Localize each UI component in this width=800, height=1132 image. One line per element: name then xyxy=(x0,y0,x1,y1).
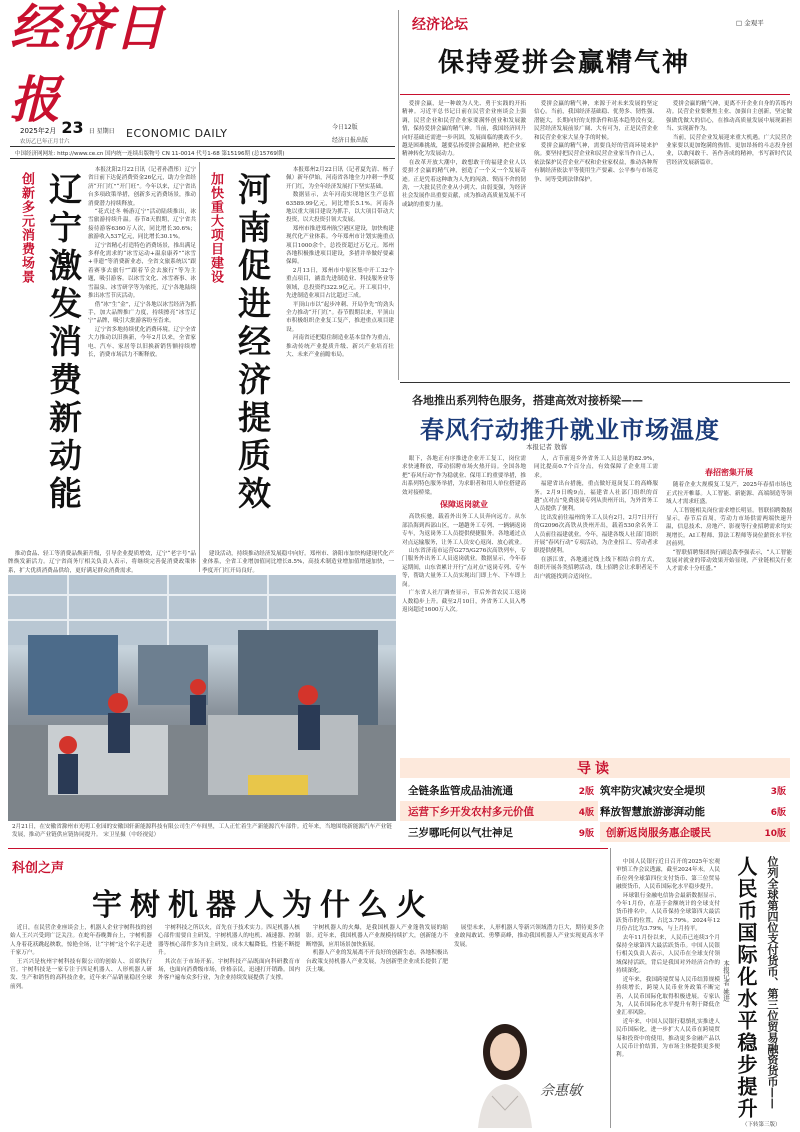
henan-divider xyxy=(199,162,200,572)
author-portrait-icon xyxy=(470,1000,540,1128)
rmb-headline: 人民币国际化水平稳步提升 xyxy=(734,856,758,1120)
tech-col-1 xyxy=(10,924,152,1128)
henan-para-6: 河南省还把稳住制造业基本盘作为重点，推动传统产业提质升级、新兴产业培育壮大、未来产业前瞻布局。 xyxy=(286,335,394,358)
employment-col-3 xyxy=(666,455,792,755)
rmb-para-5: 近年来，中国人民银行稳慎扎实推进人民币国际化，进一步扩大人民币在跨境贸易和投资中的使用，推动更多金融产品以人民币计价结算，为市场主体提供更多便利。 xyxy=(616,1018,720,1059)
liaoning-para-5: 辽宁省多地持续优化消费环境。辽宁全省大力推动以旧换新，今年2月以来，全省家电、汽车、家居等以旧换新销售额持续增长，消费市场活力不断释放。 xyxy=(88,326,196,358)
guide-item-3[interactable] xyxy=(400,801,598,821)
guide-item-3-title: 运营下乡开发农村多元价值 xyxy=(408,805,534,818)
employment-para-4: 广东省人社厅调查显示，节后外省农民工返岗人数稳步上升。截至2月10日，外省务工人员入粤返岗超过1600万人次。 xyxy=(402,590,526,613)
forum-para-1: 爱拼会赢，是一种敢为人先、勇于实践的开拓精神。习近平总书记日前在民营企业座谈会上强调，民营企业和民营企业家要满怀创业和发展激情，保持爱拼会赢的精气神。当前，我国经济回升向好基础还需进一步巩固，发展面临的挑战不少。越是困难挑战，越要弘扬爱拼会赢精神，把企业家精神转化为发展动力。 xyxy=(402,101,526,158)
masthead-info-line xyxy=(15,149,395,157)
tech-para-2: 王兴兴是杭州宇树科技有限公司的创始人、首席执行官。宇树科技是一家专注于四足机器人、人形机器人研发、生产和销售的高科技企业，近年来产品销量稳居全球前列。 xyxy=(10,958,152,990)
masthead-serial: 国内统一连续出版物号 CN 11-0014 代号1-68 第15196期 (总15769期) xyxy=(105,151,285,157)
masthead-edition: 经济日报出版 xyxy=(332,137,369,144)
henan-para-1: 本报郑州2月22日讯（记者夏先清、杨子佩）新年伊始，河南省各地全力冲刺一季度开门红，为全年经济发展打下坚实基础。 xyxy=(286,167,394,190)
liaoning-para-3: 辽宁省精心打造特色消费场景，推出满足多样化需求的“冰雪运动+温泉康养”“冰雪+非遗”等消费新业态，全省文旅系统以“跟着赛事去旅行”“跟着节会去旅行”等为主题，吸引游客。以冰雪文化、冰雪赛事、冰雪温泉、冰雪研学等为依托，辽宁各地陆续推出冰雪节庆活动。 xyxy=(88,242,196,300)
forum-para-3: 爱拼会赢的精气神，来源于对未来发展的坚定信心。当前，我国经济基础稳、优势多、韧性强、潜能大，长期向好的支撑条件和基本趋势没有变。民营经济发展前景广阔、大有可为，正是民营企业和民营企业家大显身手的时候。 xyxy=(534,101,658,141)
henan-body xyxy=(286,166,394,546)
factory-photo-illustration xyxy=(8,575,396,821)
tech-para-5: 宇树机器人的火爆，是我国机器人产业蓬勃发展的缩影。近年来，我国机器人产业规模持续扩大，创新能力不断增强，应用场景加快拓展。 xyxy=(306,925,448,948)
henan-para-3: 郑州市推进郑州航空港区建设，加快构建现代化产业体系。今年郑州市计划实施重点项目1000余个，总投资超过万亿元。郑州各地积极推进项目建设，多措并举做好要素保障。 xyxy=(286,225,394,266)
liaoning-headline: 辽宁激发消费新动能 xyxy=(44,172,83,514)
employment-top-rule xyxy=(400,382,790,383)
henan-para-2: 数据显示，去年河南实现地区生产总值63589.99亿元，同比增长5.1%。河南各地以重大项目建设为抓手，以大项目带动大投资，以大投资引领大发展。 xyxy=(286,192,394,224)
employment-para-5: 人，占节前返乡外省务工人员总量的82.9%，同比提高0.7个百分点，有效保障了企业用工需求。 xyxy=(534,456,658,479)
rmb-body xyxy=(616,858,720,1118)
tech-headline: 宇树机器人为什么火 xyxy=(92,888,434,923)
employment-para-7: 比出发前往福州的务工人员有2月，2月7日开行的G2096次高铁从贵州开出，载着530余名务工人员前往福建就业。今年，福建各级人社部门组织开展“春风行动”专项活动，为企业招工、劳动者求职提供便利。 xyxy=(534,514,658,555)
henan-para-4: 2月13日，郑州市中原区集中开工32个重点项目，涵盖先进制造业、科技服务业等领域，总投资约322.9亿元。开工项目中，先进制造业项目占比超过三成。 xyxy=(286,267,394,300)
forum-para-6: 当前，民营企业发展迎来重大机遇。广大民营企业家要以更加饱满的热情、更加昂扬的斗志投身创业，以敢闯敢干、善作善成的精神，书写新时代民营经济发展新篇章。 xyxy=(666,134,792,166)
guide-header xyxy=(400,758,790,778)
employment-para-9: 随着企业大规模复工复产，2025年春招市场也正式拉开帷幕。人工智能、新能源、高端制造等领域人才需求旺盛。 xyxy=(666,482,792,506)
tech-author-portrait xyxy=(470,1000,540,1128)
forum-author: □ 金观平 xyxy=(736,19,764,27)
masthead-rule xyxy=(10,146,395,147)
masthead-date-block xyxy=(20,118,140,146)
employment-col-2 xyxy=(534,455,658,755)
liaoning-para-1: 本报沈阳2月22日讯（记者孙潜彤）辽宁省日前下达促消费资金26亿元，助力全省经济“开门红”“开门旺”。今年以来，辽宁省出台多项政策举措，创新多元消费场景，推动消费潜力持续释放。 xyxy=(88,167,196,207)
masthead-date-day: 23 xyxy=(61,118,84,137)
guide-item-3-page: 4版 xyxy=(578,807,594,818)
employment-para-2: 高铁疾驰，载着外出务工人员奔向远方。从东部沿海到西部山区，一趟趟务工专列、一辆辆返岗专车，为返岗务工人员提供便捷服务。各地通过点对点运输服务，让务工人员安心返岗、放心就业。 xyxy=(402,514,526,546)
masthead-pages: 今日12版 xyxy=(332,124,358,131)
tech-author-signature: 佘惠敏 xyxy=(540,1083,582,1099)
employment-para-6: 福建省出台措施，重点做好返岗复工的高峰服务。2月9日晚9点，福建省人社部门组织的首趟“点对点”免费返岗专列从贵州开出，为外省务工人员提供了便利。 xyxy=(534,481,658,513)
forum-headline: 保持爱拼会赢精气神 xyxy=(438,48,691,78)
tech-col-3 xyxy=(306,924,448,1128)
guide-item-5-page: 9版 xyxy=(578,828,594,839)
factory-photo xyxy=(8,575,396,821)
guide-item-2-title: 筑牢防灾减灾安全堤坝 xyxy=(600,784,705,797)
rmb-kicker: 位列全球第四位支付货币、第三位贸易融资货币—— xyxy=(766,856,779,1109)
employment-kicker: 各地推出系列特色服务，搭建高效对接桥梁—— xyxy=(412,394,643,407)
liaoning-body-bottom xyxy=(8,550,196,574)
employment-para-8: 在浙江省，各地通过线上线下相结合的方式，组织开展各类招聘活动，线上招聘会让求职者足不出户就能找到合适岗位。 xyxy=(534,556,658,580)
photo-caption xyxy=(12,823,394,839)
guide-item-1-title: 全链条监管成品油流通 xyxy=(408,784,513,797)
masthead-website[interactable]: 中国经济网网址: http://www.ce.cn xyxy=(15,151,104,157)
rmb-para-1: 中国人民银行近日召开的2025年宏观审慎工作会议透露，截至2024年末，人民币位列全球第四位支付货币、第三位贸易融资货币，人民币国际化水平稳步提升。 xyxy=(616,859,720,891)
guide-label: 导读 xyxy=(577,761,613,777)
rmb-para-4: 近年来，我国跨境贸易人民币结算规模持续增长，跨境人民币业务政策不断完善，人民币国际化取得积极进展。专家认为，人民币国际化水平提升有利于降低企业汇率风险。 xyxy=(616,976,720,1017)
henan-para-7: 建设活动，持续推动经济发展稳中向好。郑州市、洛阳市加快构建现代化产业体系，全省工业增加值同比增长8.5%，高技术制造业增加值增速加快，一季度开门红开局良好。 xyxy=(202,551,394,574)
tech-para-4: 其次在于市场开拓。宇树科技产品既面向科研教育市场，也面向消费级市场，价格亲民，迅速打开销路。国内外客户遍布众多行业，为企业持续发展提供了支撑。 xyxy=(158,958,300,982)
forum-para-4: 爱拼会赢的精气神，需要良好的营商环境来护航。要坚持把民营企业和民营企业家当作自己人，依法保护民营企业产权和企业家权益，推动各种所有制经济依法平等使用生产要素、公平参与市场竞争、同等受到法律保护。 xyxy=(534,143,658,183)
tech-para-6: 机器人产业的发展离不开良好的创新生态。各地积极出台政策支持机器人产业发展，为创新型企业成长提供了肥沃土壤。 xyxy=(306,950,448,974)
guide-item-6[interactable] xyxy=(600,822,790,842)
tech-para-7: 展望未来，人形机器人等新兴领域潜力巨大，期待更多企业敢闯敢试、勇攀高峰，推动我国机器人产业实现更高水平发展。 xyxy=(454,925,604,948)
guide-item-1[interactable] xyxy=(408,780,598,800)
henan-para-5: 平顶山市以“起步冲刺、开局争先”的劲头全力推动“开门红”。春节假期以来，平顶山市积极组织企业复工复产，推进重点项目建设。 xyxy=(286,301,394,333)
forum-para-2: 在改革开放大潮中，敢想敢干的福建企业人以爱拼才会赢的精气神，创造了一个又一个发展奇迹。正是凭着这种敢为人先的闯劲、锲而不舍的韧劲，一大批民营企业从小到大、由弱变强，为经济社会发展作出重要贡献，成为推动高质量发展不可或缺的重要力量。 xyxy=(402,159,526,208)
masthead-date-suffix: 日 星期日 xyxy=(88,128,115,135)
masthead-english: ECONOMIC DAILY xyxy=(126,127,228,140)
liaoning-para-6: 推动食品、轻工等消费品焕新升级，引导企业提质增效，辽宁“老字号”品牌焕发新活力。辽宁省商务厅相关负责人表示，将继续完善促消费政策体系，扩大优质消费品供给，更好满足群众消费需求。 xyxy=(8,551,196,574)
masthead-title: 经济日报 xyxy=(10,0,166,129)
rmb-byline: 本报记者 姚进 xyxy=(722,960,730,1002)
guide-item-4-title: 释放智慧旅游澎湃动能 xyxy=(600,805,705,818)
henan-headline: 河南促进经济提质效 xyxy=(233,172,272,514)
employment-para-11: “智联招聘集团执行副总裁李强表示，“人工智能发展对就业的带动效果开始显现，产业链相关行业人才需求十分旺盛。” xyxy=(666,549,792,573)
henan-kicker: 加快重大项目建设 xyxy=(208,172,223,284)
masthead-rule-2 xyxy=(10,158,395,159)
guide-item-2-page: 3版 xyxy=(770,786,786,797)
tech-col-2 xyxy=(158,924,300,1128)
tech-col-4 xyxy=(454,924,604,984)
rmb-para-2: 环球银行金融电信协会最新数据显示，今年1月份，在基于金额统计的全球支付货币排名中，人民币保持全球第四大最活跃货币的位置，占比3.79%。2024年12月份占比为3.79%，与上月持平。 xyxy=(616,892,720,933)
employment-byline: 本报记者 敖蓉 xyxy=(526,443,568,451)
photo-caption-text: 2月21日，在安徽省滁州市光明工业园的安徽国轩新能源科技有限公司生产车间里，工人正忙着生产新能源汽车部件。近年来，当地围绕新能源汽车产业链发展，推动产业链供应链协同提升。 xyxy=(12,824,392,838)
employment-subhead-1: 保障返岗就业 xyxy=(440,500,488,510)
employment-para-10: 人工智能相关岗位需求增长明显。智联招聘数据显示，春节后首周，劳动力市场供需两端快速升温，信息技术、房地产、影视等行业招聘需求均实现增长。AI工程师、算法工程师等岗位薪资水平位居前列。 xyxy=(666,507,792,548)
employment-para-3: 山东省济南市运营G275/G276次高铁列车，专门服务外出务工人员返岗就业。数据显示，今年春运期间，山东省累计开行“点对点”返岗专列、专车等，帮助大量务工人员实现出门即上车、下车即上岗。 xyxy=(402,548,526,588)
guide-item-4[interactable] xyxy=(600,801,790,821)
top-divider xyxy=(398,10,399,380)
henan-body-bottom xyxy=(202,550,394,574)
liaoning-para-4: 借“冰”生“金”，辽宁各地以冰雪经济为抓手，加大品牌推广力度，持续擦亮“冰雪辽宁”品牌，吸引大批游客纷至沓来。 xyxy=(88,301,196,325)
masthead-date-year: 2025年2月 xyxy=(20,127,57,135)
rmb-para-3: 去年11月份以来，人民币已连续3个月保持全球第四大最活跃货币。中国人民银行相关负责人表示，人民币在全球支付领域保持活跃，背后是我国对外经济合作的持续深化。 xyxy=(616,934,720,975)
forum-rule xyxy=(400,94,790,95)
employment-headline: 春风行动推升就业市场温度 xyxy=(420,415,720,444)
guide-item-5-title: 三岁哪吒何以气壮神足 xyxy=(408,826,513,839)
forum-section-label: 经济论坛 xyxy=(412,17,468,33)
tech-para-1: 近日，在民营企业座谈会上，机器人企业宇树科技的创始人王兴兴受到广泛关注。在蛇年春晚舞台上，宇树机器人身着花袄跳起秧歌，惊艳全场，让“宇树”这个名字走进千家万户。 xyxy=(10,925,152,957)
employment-para-1: 眼下，各地正有序推进企业开工复工，岗位需求快速释放，带动招聘市场火热开局。全国各地把“春风行动”作为稳就业、保用工的重要举措，推出系列特色服务举措，为求职者和用人单位搭建高效对接桥梁。 xyxy=(402,456,526,496)
employment-col-1 xyxy=(402,455,526,755)
continued-note: （下转第三版） xyxy=(742,1122,781,1128)
liaoning-kicker: 创新多元消费场景 xyxy=(19,172,34,284)
forum-col-2 xyxy=(534,100,658,375)
tech-para-3: 宇树科技之所以火，首先在于技术实力。四足机器人核心部件需要自主研发，宇树机器人的电机、减速器、控制器等核心部件多为自主研发，成本大幅降低，性能不断提升。 xyxy=(158,925,300,957)
liaoning-body xyxy=(88,166,196,546)
employment-subhead-2: 春招密集开展 xyxy=(705,468,753,477)
masthead-lunar: 农历乙巳年正月廿六 xyxy=(20,139,70,145)
guide-item-6-title: 创新返岗服务惠企暖民 xyxy=(606,826,711,839)
guide-item-1-page: 2版 xyxy=(578,786,594,797)
photo-credit: 宋卫星摄（中经视觉） xyxy=(103,832,160,838)
guide-item-5[interactable] xyxy=(408,822,598,842)
guide-item-2[interactable] xyxy=(600,780,790,800)
forum-col-3 xyxy=(666,100,792,375)
forum-para-5: 爱拼会赢的精气神，更离不开企业自身的苦练内功。民营企业要聚焦主业、加强自主创新，坚定做强做优做大的信心，在推动高质量发展中展现新担当、实现新作为。 xyxy=(666,101,792,133)
forum-col-1 xyxy=(402,100,526,375)
rmb-divider xyxy=(610,848,611,1128)
guide-item-6-page: 10版 xyxy=(764,828,786,839)
liaoning-para-2: “花式过冬 畅游辽宁”活动陆续推出，冰雪旅游持续升温。春节8天假期，辽宁省共接待游客6360万人次，同比增长30.6%；旅游收入537亿元，同比增长30.1%。 xyxy=(88,209,196,241)
tech-top-rule xyxy=(8,848,608,849)
guide-item-4-page: 6版 xyxy=(770,807,786,818)
tech-section-label: 科创之声 xyxy=(12,861,65,876)
